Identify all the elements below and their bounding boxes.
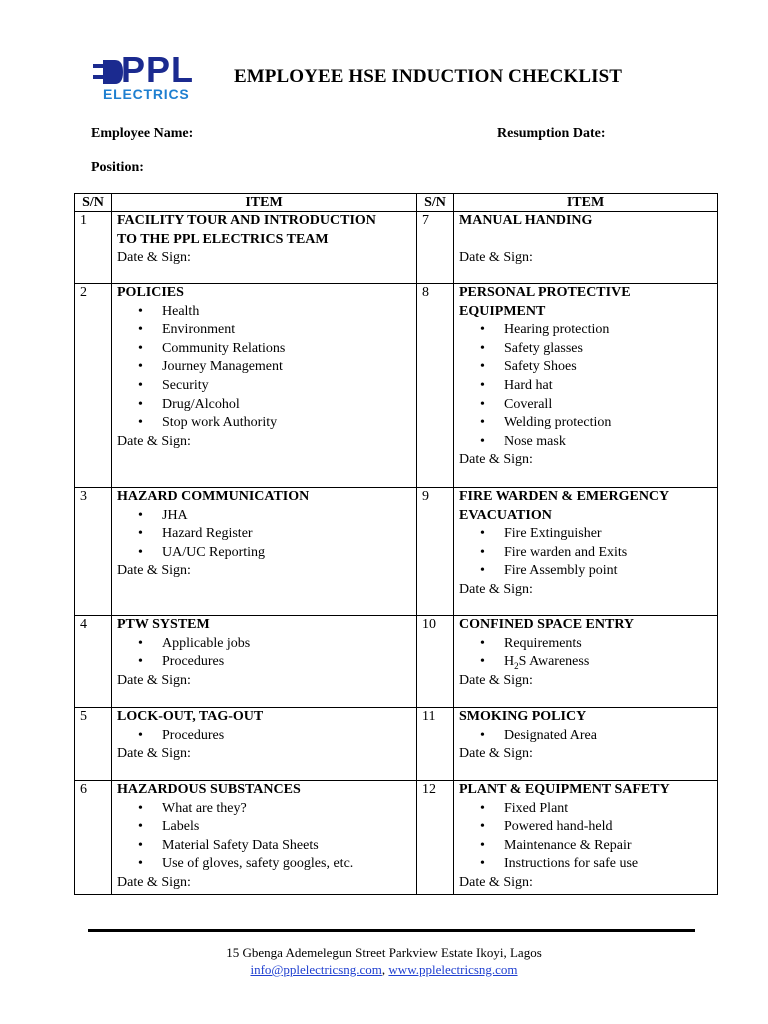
item-cell [112,488,417,616]
header-item: ITEM [454,194,718,212]
list-item: • Community Relations [138,340,411,359]
list-item: • Powered hand-held [480,818,712,837]
resumption-date-label: Resumption Date: [497,126,606,141]
sn-cell: 12 [417,781,454,895]
item-heading: FIRE WARDEN & EMERGENCY [459,489,670,504]
list-item: • Welding protection [480,414,712,433]
date-sign-label: Date & Sign: [459,581,533,597]
sn-cell: 7 [417,212,454,284]
list-item: • Journey Management [138,358,411,377]
table-header-row [75,194,718,212]
date-sign-label: Date & Sign: [117,250,191,266]
email-link[interactable]: info@pplelectricsng.com [250,962,382,977]
plug-icon [93,58,123,86]
list-item: • Security [138,377,411,396]
table-row [75,488,718,616]
list-item: • Designated Area [480,727,712,746]
item-heading: POLICIES [117,285,184,300]
list-item: • Drug/Alcohol [138,396,411,415]
list-item: • UA/UC Reporting [138,544,411,563]
item-heading: HAZARDOUS SUBSTANCES [117,782,301,797]
bullet-list [459,800,712,874]
bullet-list [459,635,712,672]
company-logo [93,49,203,104]
list-item: • Use of gloves, safety googles, etc. [138,855,411,874]
item-heading: PLANT & EQUIPMENT SAFETY [459,782,670,797]
table-row [75,781,718,895]
website-link[interactable]: www.pplelectricsng.com [388,962,518,977]
sn-cell: 2 [75,284,112,488]
list-item: • Maintenance & Repair [480,837,712,856]
date-sign-label: Date & Sign: [117,746,191,762]
list-item: • Health [138,303,411,322]
list-item: • JHA [138,507,411,526]
item-heading: MANUAL HANDING [459,213,593,228]
bullet-list [117,507,411,563]
item-cell [112,781,417,895]
sn-cell: 10 [417,616,454,708]
item-cell [454,284,718,488]
list-item: • Coverall [480,396,712,415]
spacer [459,231,712,249]
list-item: • Stop work Authority [138,414,411,433]
item-heading: FACILITY TOUR AND INTRODUCTION [117,213,376,228]
item-cell [112,616,417,708]
bullet-list [459,525,712,581]
bullet-list [459,727,712,746]
item-cell [112,708,417,781]
list-item: • Hard hat [480,377,712,396]
list-item: • Instructions for safe use [480,855,712,874]
item-cell [112,212,417,284]
date-sign-label: Date & Sign: [117,874,191,890]
logo-text: PPL [121,49,195,90]
footer-contact [0,962,768,978]
list-item: • Fixed Plant [480,800,712,819]
table-row [75,284,718,488]
list-item: • Requirements [480,635,712,654]
item-cell [454,781,718,895]
date-sign-label: Date & Sign: [459,874,533,890]
checklist-table [74,193,718,895]
bullet-list [117,727,411,746]
table-row [75,708,718,781]
item-heading: EQUIPMENT [459,303,546,319]
list-item: • Fire Extinguisher [480,525,712,544]
item-cell [454,708,718,781]
item-heading: PERSONAL PROTECTIVE [459,285,631,300]
list-item: • Fire Assembly point [480,562,712,581]
header-item: ITEM [112,194,417,212]
list-item: • Procedures [138,727,411,746]
logo-subtext: ELECTRICS [103,86,190,102]
list-item: • Procedures [138,653,411,672]
date-sign-label: Date & Sign: [459,249,533,265]
list-item: • Material Safety Data Sheets [138,837,411,856]
footer-divider [88,929,695,932]
sn-cell: 3 [75,488,112,616]
table-row [75,212,718,284]
date-sign-label: Date & Sign: [459,672,533,688]
list-item: • Environment [138,321,411,340]
list-item: • Safety Shoes [480,358,712,377]
item-cell [454,616,718,708]
bullet-list [459,321,712,451]
item-heading: SMOKING POLICY [459,709,587,724]
page-title: EMPLOYEE HSE INDUCTION CHECKLIST [234,66,623,87]
list-item: • Hazard Register [138,525,411,544]
date-sign-label: Date & Sign: [117,433,191,449]
list-item: • What are they? [138,800,411,819]
bullet-list [117,800,411,874]
item-cell [454,212,718,284]
bullet-list [117,303,411,433]
date-sign-label: Date & Sign: [459,452,533,468]
sn-cell: 8 [417,284,454,488]
item-heading: CONFINED SPACE ENTRY [459,617,635,632]
list-item: • Labels [138,818,411,837]
position-label: Position: [91,160,144,175]
bullet-list [117,635,411,672]
item-heading: HAZARD COMMUNICATION [117,489,310,504]
item-heading: LOCK-OUT, TAG-OUT [117,709,264,724]
sn-cell: 9 [417,488,454,616]
list-item: • Applicable jobs [138,635,411,654]
table-row [75,616,718,708]
date-sign-label: Date & Sign: [459,746,533,762]
list-item: • Fire warden and Exits [480,544,712,563]
item-heading: PTW SYSTEM [117,617,210,632]
sn-cell: 5 [75,708,112,781]
date-sign-label: Date & Sign: [117,672,191,688]
header-sn: S/N [417,194,454,212]
sn-cell: 6 [75,781,112,895]
employee-name-label: Employee Name: [91,126,194,141]
date-sign-label: Date & Sign: [117,563,191,579]
list-item: • Hearing protection [480,321,712,340]
header-sn: S/N [75,194,112,212]
list-item: • Safety glasses [480,340,712,359]
sn-cell: 4 [75,616,112,708]
footer-address: 15 Gbenga Ademelegun Street Parkview Estate Ikoyi, Lagos [226,945,542,960]
sn-cell: 11 [417,708,454,781]
list-item: • Nose mask [480,433,712,452]
sn-cell: 1 [75,212,112,284]
item-cell [112,284,417,488]
item-heading: TO THE PPL ELECTRICS TEAM [117,231,329,247]
footer-separator: , [381,962,389,977]
item-cell [454,488,718,616]
item-heading: EVACUATION [459,507,552,523]
list-item: • $H_2S$ Awareness [480,653,712,672]
